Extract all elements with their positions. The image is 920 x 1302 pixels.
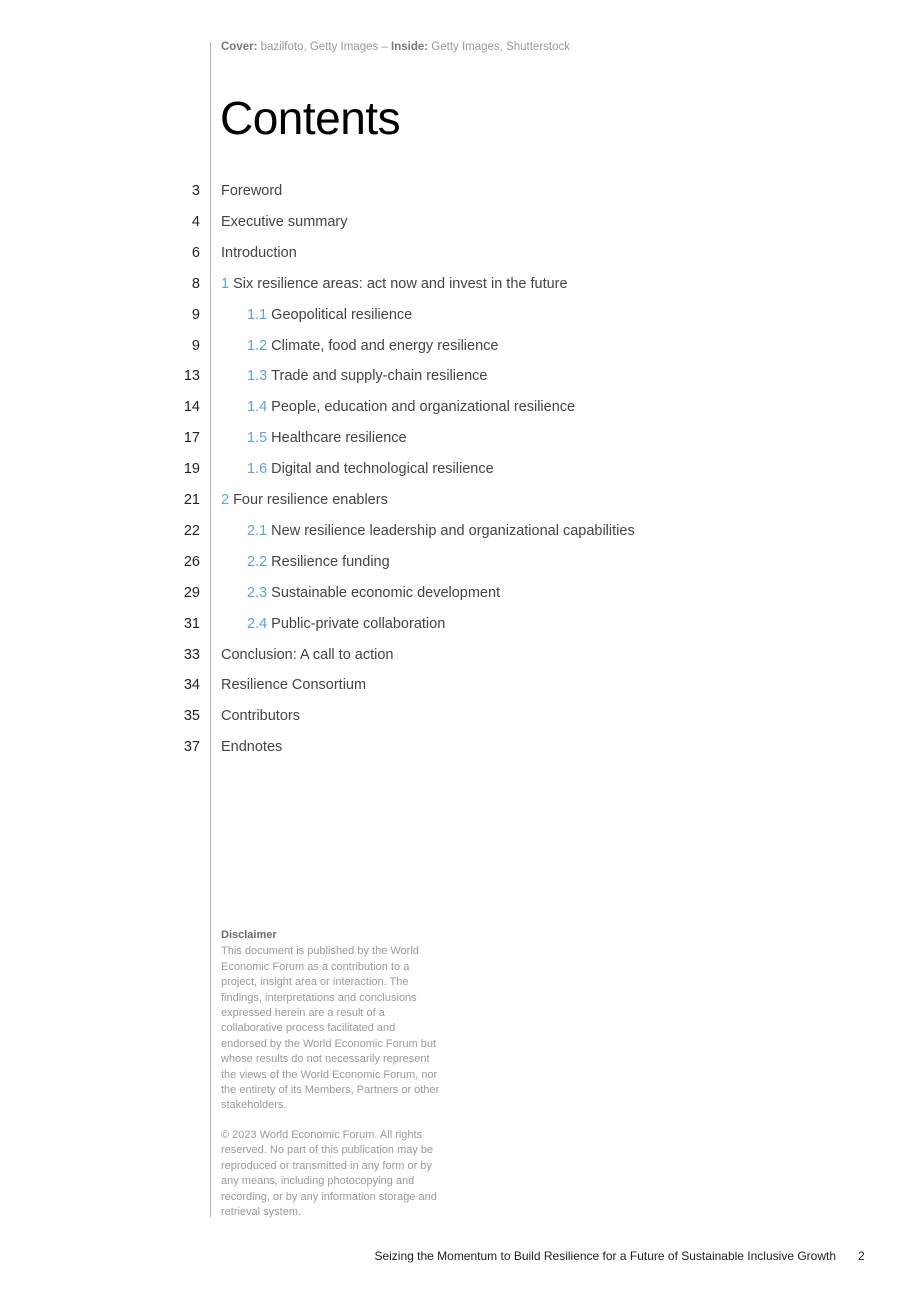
- toc-page-number: 14: [183, 399, 200, 416]
- toc-entry[interactable]: [221, 273, 568, 295]
- toc-page-number: 13: [183, 368, 200, 385]
- toc-row[interactable]: [0, 365, 920, 387]
- toc-entry-text: Resilience Consortium: [221, 677, 367, 694]
- toc-row[interactable]: [0, 489, 920, 511]
- toc-entry[interactable]: [247, 613, 445, 635]
- toc-page-number: 3: [191, 183, 200, 199]
- toc-row[interactable]: [0, 520, 920, 542]
- toc-row[interactable]: [0, 613, 920, 635]
- toc-row[interactable]: [0, 674, 920, 696]
- toc-page-number: 29: [183, 584, 200, 601]
- toc-entry-text: Digital and technological resilience: [271, 461, 494, 478]
- toc-page-number: 4: [191, 213, 200, 230]
- toc-entry-text: Climate, food and energy resilience: [271, 337, 499, 354]
- toc-entry[interactable]: [247, 396, 575, 418]
- toc-entry[interactable]: [247, 520, 635, 542]
- toc-page-number: 9: [191, 306, 200, 323]
- toc-entry[interactable]: [221, 644, 394, 666]
- toc-section-number: 1.3: [247, 368, 268, 385]
- toc-row[interactable]: [0, 427, 920, 449]
- toc-entry[interactable]: [221, 211, 348, 233]
- toc-row[interactable]: [0, 211, 920, 233]
- toc-section-number: 1.6: [247, 461, 268, 478]
- toc-entry-text: Contributors: [221, 708, 300, 725]
- toc-entry[interactable]: [247, 304, 412, 326]
- toc-page-number: 35: [183, 708, 200, 725]
- toc-entry-text: Public-private collaboration: [271, 615, 446, 632]
- photo-credits: [221, 41, 570, 53]
- toc-row[interactable]: [0, 396, 920, 418]
- toc-page-number: 33: [183, 646, 200, 663]
- toc-section-number: 2.2: [247, 553, 268, 570]
- toc-entry[interactable]: [247, 551, 390, 573]
- toc-entry[interactable]: [247, 335, 498, 357]
- toc-row[interactable]: [0, 705, 920, 727]
- page-title: Contents: [220, 92, 401, 144]
- toc-section-number: 2.3: [247, 584, 268, 601]
- toc-section-number: 2.4: [247, 615, 268, 632]
- toc-entry[interactable]: [221, 489, 388, 511]
- toc-row[interactable]: [0, 273, 920, 295]
- toc-entry-text: New resilience leadership and organizational capabilities: [271, 522, 635, 539]
- toc-entry-text: Six resilience areas: act now and invest in the future: [233, 275, 568, 292]
- cover-label: Cover:: [221, 41, 258, 53]
- toc-entry[interactable]: [247, 458, 494, 480]
- footer-page-number: 2: [858, 1249, 865, 1263]
- toc-row[interactable]: [0, 304, 920, 326]
- toc-entry[interactable]: [221, 736, 282, 758]
- disclaimer-heading: Disclaimer: [221, 929, 277, 941]
- toc-entry-text: Introduction: [221, 244, 297, 261]
- toc-entry[interactable]: [221, 180, 282, 202]
- toc-entry-text: Geopolitical resilience: [271, 306, 413, 323]
- toc-section-number: 1.1: [247, 306, 268, 323]
- toc-page-number: 31: [183, 615, 200, 632]
- toc-entry-text: Executive summary: [221, 213, 348, 230]
- toc-section-number: 2: [221, 492, 230, 508]
- toc-page-number: 37: [183, 739, 200, 756]
- toc-row[interactable]: [0, 644, 920, 666]
- toc-entry-text: Resilience funding: [271, 553, 390, 570]
- toc-page-number: 8: [191, 275, 200, 292]
- toc-entry[interactable]: [221, 674, 366, 696]
- toc-row[interactable]: [0, 582, 920, 604]
- toc-page-number: 9: [191, 337, 200, 354]
- toc-entry-text: Foreword: [221, 183, 283, 199]
- toc-row[interactable]: [0, 551, 920, 573]
- toc-section-number: 1.4: [247, 399, 268, 416]
- toc-section-number: 1.2: [247, 337, 268, 354]
- toc-entry-text: Trade and supply-chain resilience: [271, 368, 488, 385]
- toc-row[interactable]: [0, 736, 920, 758]
- toc-entry[interactable]: [221, 242, 297, 264]
- toc-page-number: 19: [183, 461, 200, 478]
- disclaimer-body: This document is published by the World Economic Forum as a contribution to a project, insight area or interaction. The findings, interpretations and conclusions expressed herein are a result of a collaborative process facilitated and endorsed by the World Economic Forum but whose results do not necessarily represent the views of the World Economic Forum, nor the entirety of its Members, Partners or other stakeholders.: [221, 945, 440, 1112]
- toc-section-number: 2.1: [247, 522, 268, 539]
- toc-page-number: 17: [183, 430, 200, 447]
- toc-entry-text: Sustainable economic development: [271, 584, 501, 601]
- toc-section-number: 1.5: [247, 430, 268, 447]
- toc-entry[interactable]: [247, 582, 500, 604]
- inside-label: Inside:: [391, 41, 429, 53]
- footer-title: Seizing the Momentum to Build Resilience for a Future of Sustainable Inclusive Growth: [374, 1249, 836, 1263]
- toc-page-number: 6: [191, 244, 200, 261]
- toc-page-number: 21: [183, 492, 200, 508]
- disclaimer: [221, 928, 441, 1234]
- toc-page-number: 22: [183, 522, 200, 539]
- toc-row[interactable]: [0, 242, 920, 264]
- toc-row[interactable]: [0, 335, 920, 357]
- toc-entry-text: Endnotes: [221, 739, 283, 756]
- toc-entry[interactable]: [247, 365, 487, 387]
- copyright-notice: © 2023 World Economic Forum. All rights reserved. No part of this publication may be reproduced or transmitted in any form or by any means, including photocopying and recording, or by any information storage and retrieval system.: [221, 1128, 437, 1218]
- toc-entry[interactable]: [221, 705, 300, 727]
- toc-entry-text: Healthcare resilience: [271, 430, 407, 447]
- toc-entry[interactable]: [247, 427, 407, 449]
- toc-entry-text: People, education and organizational resilience: [271, 399, 576, 416]
- toc-page-number: 26: [183, 553, 200, 570]
- inside-text: Getty Images, Shutterstock: [428, 41, 570, 53]
- toc-section-number: 1: [221, 275, 230, 292]
- toc-row[interactable]: [0, 180, 920, 202]
- toc-entry-text: Conclusion: A call to action: [221, 646, 394, 663]
- toc-row[interactable]: [0, 458, 920, 480]
- toc-entry-text: Four resilience enablers: [233, 492, 388, 508]
- cover-text: bazilfoto, Getty Images –: [257, 41, 392, 53]
- toc-page-number: 34: [183, 677, 200, 694]
